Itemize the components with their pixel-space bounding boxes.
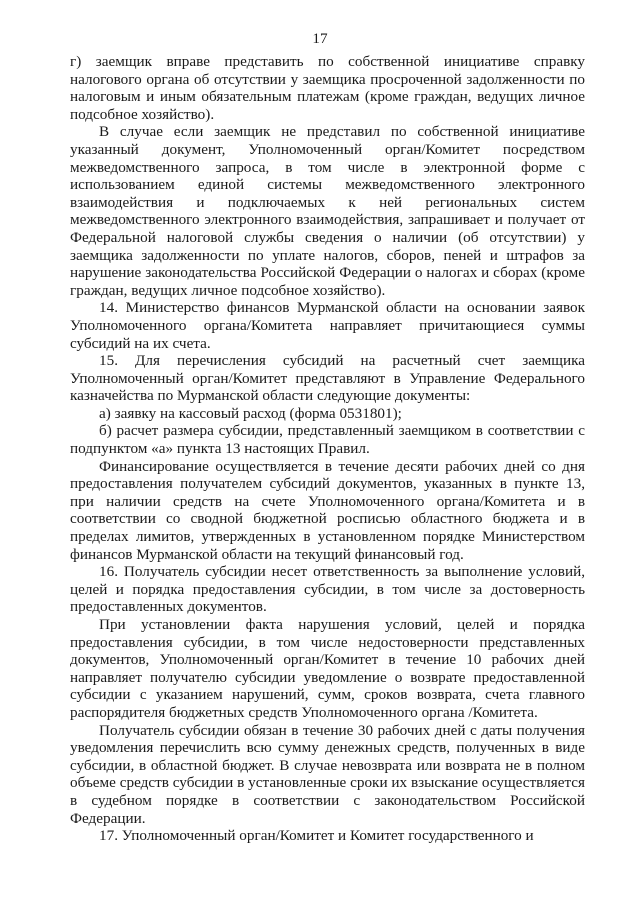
paragraph-9: При установлении факта нарушения условий, целей и порядка предоставления субсидии, в том числе недостоверности представленных документов, Уполномоченный орган/Комитет в течение 10 рабочих дней направляет получателю субсидии уведомление о возврате предоставленной субсидии с указанием нарушений, сумм, сроков возврата, счета главного распорядителя бюджетных средств Уполномоченного органа /Комитета. <box>70 616 585 721</box>
paragraph-8: 16. Получатель субсидии несет ответственность за выполнение условий, целей и порядка предоставления субсидии, в том числе за достоверность предоставленных документов. <box>70 563 585 616</box>
paragraph-7: Финансирование осуществляется в течение десяти рабочих дней со дня предоставления получателем субсидий документов, указанных в пункте 13, при наличии средств на счете Уполномоченного органа/Комитета и в соответствии со сводной бюджетной росписью областного бюджета и в пределах лимитов, утвержденных в установленном порядке Министерством финансов Мурманской области на текущий финансовый год. <box>70 457 585 563</box>
page-number: 17 <box>312 30 328 47</box>
paragraph-2: В случае если заемщик не представил по собственной инициативе указанный документ, Уполномоченный орган/Комитет посредством межведомственного запроса, в том числе в электронной форме с использованием единой системы межведомственного электронного взаимодействия и подключаемых к ней региональных систем межведомственного электронного взаимодействия, запрашивает и получает от Федеральной налоговой службы сведения о наличии (об отсутствии) у заемщика задолженности по уплате налогов, сборов, пеней и штрафов за нарушение законодательства Российской Федерации о налогах и сборах (кроме граждан, ведущих личное подсобное хозяйство). <box>70 123 585 299</box>
paragraph-5: а) заявку на кассовый расход (форма 0531801); <box>99 404 402 422</box>
paragraph-11: 17. Уполномоченный орган/Комитет и Комитет государственного и <box>99 827 534 845</box>
paragraph-1: г) заемщик вправе представить по собственной инициативе справку налогового органа об отсутствии у заемщика просроченной задолженности по налоговым и иным обязательным платежам (кроме граждан, ведущих личное подсобное хозяйство). <box>70 53 585 123</box>
paragraph-3: 14. Министерство финансов Мурманской области на основании заявок Уполномоченного органа/Комитета направляет причитающиеся суммы субсидий на их счета. <box>70 299 585 352</box>
paragraph-10: Получатель субсидии обязан в течение 30 рабочих дней с даты получения уведомления перечислить всю сумму денежных средств, полученных в виде субсидии, в областной бюджет. В случае невозврата или возврата не в полном объеме средств субсидии в установленные сроки их взыскание осуществляется в судебном порядке в соответствии с законодательством Российской Федерации. <box>70 721 585 827</box>
document-body <box>70 53 585 845</box>
paragraph-6: б) расчет размера субсидии, представленный заемщиком в соответствии с подпунктом «а» пункта 13 настоящих Правил. <box>70 422 585 458</box>
paragraph-4: 15. Для перечисления субсидий на расчетный счет заемщика Уполномоченный орган/Комитет представляют в Управление Федерального казначейства по Мурманской области следующие документы: <box>70 352 585 405</box>
